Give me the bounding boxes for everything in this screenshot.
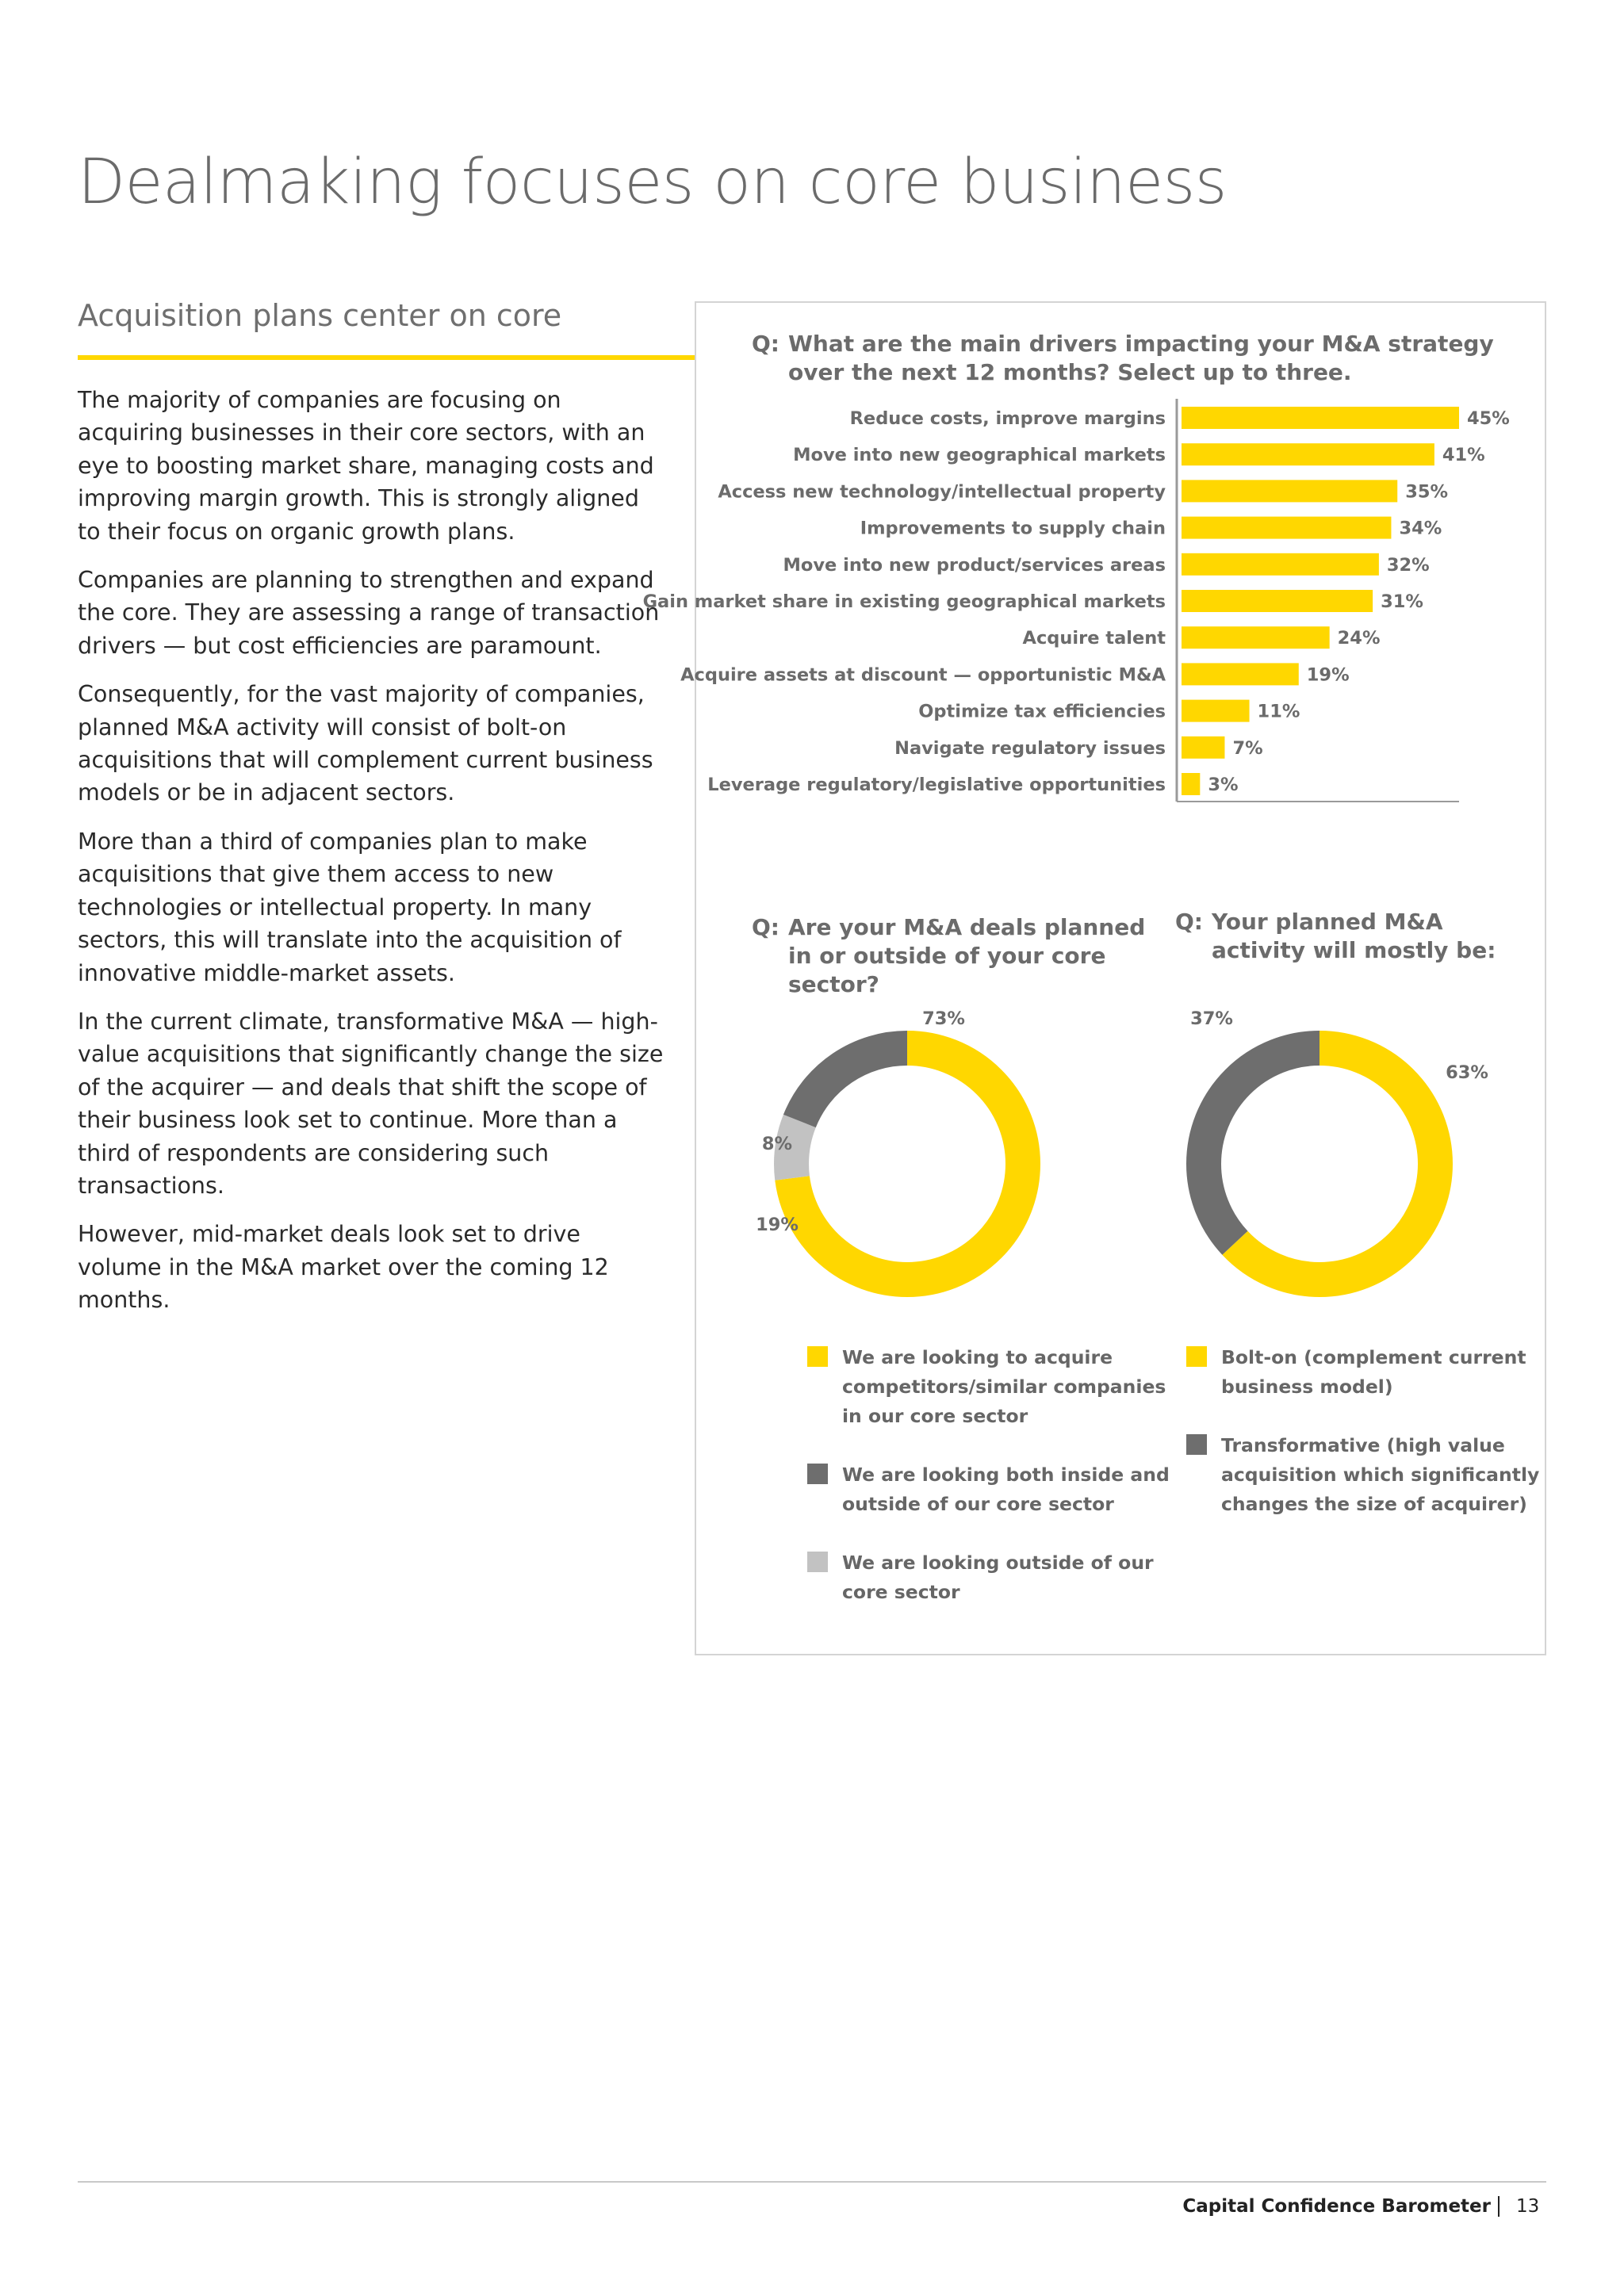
donut-value-label: 37% — [1190, 1008, 1233, 1029]
paragraph: However, mid-market deals look set to drive volume in the M&A market over the coming 12 months. — [78, 1221, 609, 1314]
bar-value-label: 35% — [1405, 481, 1449, 503]
bar-value-label: 45% — [1467, 408, 1510, 429]
bar-category-label: Move into new product/services areas — [783, 554, 1166, 576]
donut-value-label: 63% — [1446, 1062, 1488, 1083]
bar-value-label: 24% — [1337, 628, 1381, 649]
donut-value-label: 19% — [756, 1215, 799, 1235]
body-text — [78, 384, 665, 1333]
bar-value-label: 3% — [1208, 775, 1239, 795]
bar-value-label: 34% — [1399, 518, 1442, 539]
question-line: Are your M&A deals planned — [788, 914, 1146, 940]
chart-panel — [642, 301, 1546, 1655]
legend-label: Transformative (high value — [1221, 1434, 1505, 1456]
paragraph: More than a third of companies plan to make acquisitions that give them access to new technologies or intellectual property. In many sectors, this will translate into the acquisition of innovative middle-market assets. — [78, 828, 622, 986]
paragraph: In the current climate, transformative M&A — high-value acquisitions that significantly change the size of the acquirer — and deals that shift the scope of their business look set to continue. More than a third of respondents are considering such transactions. — [78, 1008, 664, 1199]
bar-category-label: Acquire assets at discount — opportunistic M&A — [680, 664, 1166, 686]
legend-label: We are looking outside of our — [842, 1552, 1154, 1574]
bar — [1182, 553, 1379, 576]
legend-label: We are looking both inside and — [842, 1464, 1170, 1486]
question-marker: Q: — [752, 331, 779, 357]
bar-value-label: 31% — [1381, 591, 1423, 612]
bar-category-label: Access new technology/intellectual property — [718, 481, 1166, 503]
bar-category-label: Improvements to supply chain — [860, 518, 1166, 539]
question-marker: Q: — [752, 914, 779, 940]
bar-category-label: Navigate regulatory issues — [894, 737, 1166, 759]
footer-publication: Capital Confidence Barometer — [1182, 2196, 1491, 2217]
question-line: What are the main drivers impacting your M&A strategy — [788, 331, 1494, 357]
legend-swatch-light-gray — [807, 1552, 828, 1572]
bar — [1182, 443, 1434, 465]
footer-divider — [78, 2181, 1546, 2183]
legend-swatch-dark-gray — [807, 1464, 828, 1484]
heading-underline — [78, 355, 695, 360]
legend-label: acquisition which significantly — [1221, 1464, 1540, 1486]
bar-category-label: Gain market share in existing geographical markets — [642, 591, 1166, 612]
bar — [1182, 517, 1391, 539]
legend-label: business model) — [1221, 1376, 1393, 1398]
question-line: in or outside of your core — [788, 943, 1106, 969]
bar-value-label: 19% — [1306, 664, 1350, 686]
question-line: Your planned M&A — [1212, 909, 1443, 935]
bar — [1182, 773, 1200, 795]
bar — [1182, 407, 1459, 429]
legend-swatch-dark-gray — [1186, 1434, 1207, 1455]
question-marker: Q: — [1175, 909, 1203, 935]
bar-category-label: Optimize tax efficiencies — [918, 701, 1166, 722]
donut-chart-core-sector — [756, 1008, 1077, 1310]
bar-value-label: 7% — [1232, 737, 1263, 759]
bar-category-label: Reduce costs, improve margins — [849, 408, 1166, 429]
donut-chart-deal-type — [1172, 1008, 1521, 1310]
bar-chart — [642, 406, 1545, 802]
bar — [1182, 626, 1330, 649]
bar-category-label: Move into new geographical markets — [793, 445, 1166, 466]
bar — [1182, 590, 1373, 612]
legend-swatch-yellow — [807, 1346, 828, 1367]
legend-label: in our core sector — [842, 1405, 1028, 1427]
bar — [1182, 480, 1397, 502]
bar — [1182, 737, 1224, 759]
bar — [1182, 663, 1299, 685]
donut-value-label: 73% — [922, 1008, 965, 1029]
paragraph: The majority of companies are focusing on acquiring businesses in their core sectors, with an eye to boosting market share, managing costs and improving margin growth. This is strongly aligned to their focus on organic growth plans. — [78, 387, 654, 545]
bar — [1182, 700, 1250, 722]
page-title: Dealmaking focuses on core business — [78, 147, 1227, 218]
question-line: sector? — [788, 971, 879, 997]
legend-swatch-yellow — [1186, 1346, 1207, 1367]
question-line: activity will mostly be: — [1212, 937, 1496, 963]
section-subheading: Acquisition plans center on core — [78, 298, 562, 333]
bar-category-label: Leverage regulatory/legislative opportunities — [707, 775, 1166, 795]
footer-separator — [1498, 2196, 1500, 2217]
question-line: over the next 12 months? Select up to three. — [788, 359, 1352, 385]
legend-label: competitors/similar companies — [842, 1376, 1166, 1398]
legend-label: changes the size of acquirer) — [1221, 1493, 1527, 1515]
page-number: 13 — [1516, 2196, 1540, 2217]
legend-label: outside of our core sector — [842, 1493, 1114, 1515]
bar-value-label: 41% — [1442, 445, 1485, 466]
bar-category-label: Acquire talent — [1022, 628, 1166, 649]
paragraph: Consequently, for the vast majority of companies, planned M&A activity will consist of bolt-on acquisitions that will complement current business models or be in adjacent sectors. — [78, 681, 653, 806]
donut-value-label: 8% — [761, 1134, 793, 1154]
legend-label: Bolt-on (complement current — [1221, 1346, 1526, 1368]
legend-label: core sector — [842, 1581, 960, 1603]
bar-value-label: 32% — [1386, 554, 1430, 576]
bar-value-label: 11% — [1257, 701, 1300, 722]
paragraph: Companies are planning to strengthen and expand the core. They are assessing a range of transaction drivers — but cost efficiencies are paramount. — [78, 567, 660, 659]
legend-label: We are looking to acquire — [842, 1346, 1113, 1368]
